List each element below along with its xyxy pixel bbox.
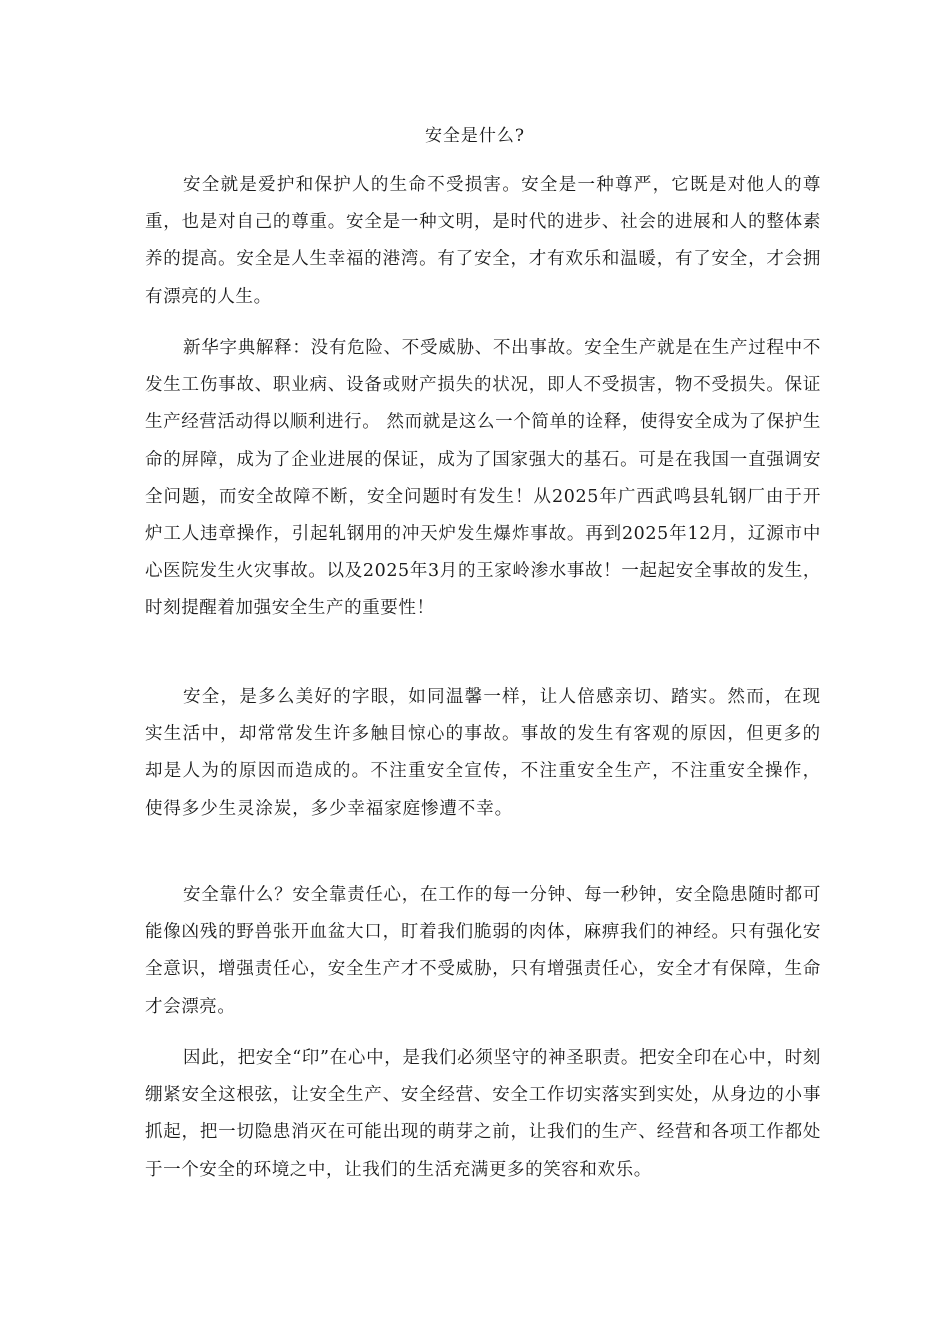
- paragraph-conclusion: 因此，把安全“印”在心中，是我们必须坚守的神圣职责。把安全印在心中，时刻绷紧安全这根弦，让安全生产、安全经营、安全工作切实落实到实处，从身边的小事抓起，把一切隐患消灭在可能出现的萌芽之前，让我们的生产、经营和各项工作都处于一个安全的环境之中，让我们的生活充满更多的笑容和欢乐。: [145, 1048, 821, 1180]
- paragraph-responsibility: 安全靠什么？安全靠责任心，在工作的每一分钟、每一秒钟，安全隐患随时都可能像凶残的野兽张开血盆大口，盯着我们脆弱的肉体，麻痹我们的神经。只有强化安全意识，增强责任心，安全生产才不受威胁，只有增强责任心，安全才有保障，生命才会漂亮。: [145, 885, 821, 1017]
- document-title: 安全是什么?: [424, 126, 526, 146]
- paragraph-definition: 安全就是爱护和保护人的生命不受损害。安全是一种尊严，它既是对他人的尊重，也是对自己的尊重。安全是一种文明，是时代的进步、社会的进展和人的整体素养的提高。安全是人生幸福的港湾。有了安全，才有欢乐和温暖，有了安全，才会拥有漂亮的人生。: [145, 175, 821, 307]
- paragraph-reality: 安全，是多么美好的字眼，如同温馨一样，让人倍感亲切、踏实。然而，在现实生活中，却常常发生许多触目惊心的事故。事故的发生有客观的原因，但更多的却是人为的原因而造成的。不注重安全宣传，不注重安全生产，不注重安全操作，使得多少生灵涂炭，多少幸福家庭惨遭不幸。: [145, 687, 821, 819]
- paragraph-dictionary: 新华字典解释：没有危险、不受威胁、不出事故。安全生产就是在生产过程中不发生工伤事故、职业病、设备或财产损失的状况，即人不受损害，物不受损失。保证生产经营活动得以顺利进行。 然而就是这么一个简单的诠释，使得安全成为了保护生命的屏障，成为了企业进展的保证，成为了国家强大的基石。可是在我国一直强调安全问题，而安全故障不断，安全问题时有发生！从2025年广西武鸣县轧钢厂由于开炉工人违章操作，引起轧钢用的冲天炉发生爆炸事故。再到2025年12月，辽源市中心医院发生火灾事故。以及2025年3月的王家岭渗水事故！一起起安全事故的发生，时刻提醒着加强安全生产的重要性！: [145, 338, 821, 619]
